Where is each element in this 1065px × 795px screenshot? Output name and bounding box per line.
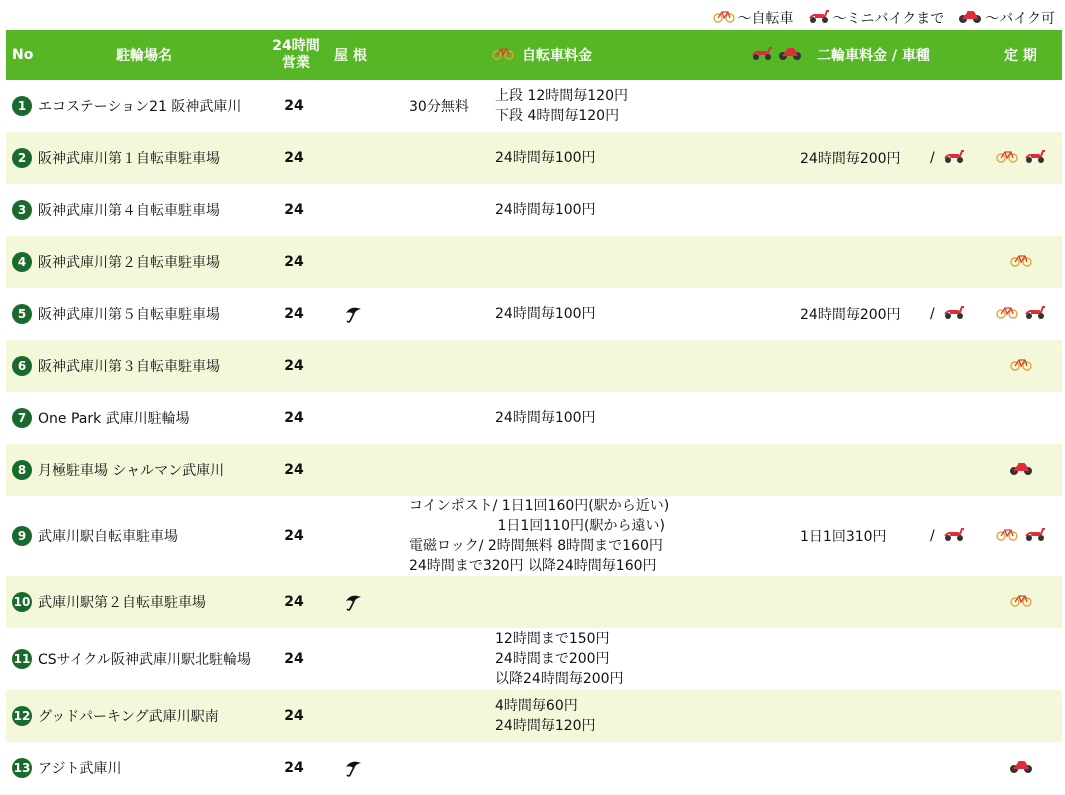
parking-name: 阪神武庫川第２自転車駐車場 <box>38 255 220 271</box>
bike-fee-cell <box>409 340 709 392</box>
parking-name-cell[interactable] <box>12 742 262 794</box>
number-badge: 4 <box>12 252 32 272</box>
moto-fee: 1日1回310円 <box>800 529 887 545</box>
bike-fee-cell <box>409 742 709 794</box>
legend-item <box>808 8 945 28</box>
number-badge: 11 <box>12 649 32 669</box>
parking-name-cell[interactable] <box>12 392 262 444</box>
parking-name-cell[interactable] <box>12 236 262 288</box>
legend-label: ～自転車 <box>737 11 794 27</box>
bicycle-icon <box>492 46 514 64</box>
moto-fee-cell <box>800 236 970 288</box>
parking-name-cell[interactable] <box>12 340 262 392</box>
table-row <box>6 742 1062 794</box>
bike-fee-line: 24時間毎120円 <box>495 718 596 734</box>
parking-name: 阪神武庫川第１自転車駐車場 <box>38 151 220 167</box>
teiki-cell <box>996 132 1046 184</box>
number-badge: 6 <box>12 356 32 376</box>
parking-name: 武庫川駅第２自転車駐車場 <box>38 595 206 611</box>
parking-name: 武庫川駅自転車駐車場 <box>38 529 178 545</box>
parking-name-cell[interactable] <box>12 288 262 340</box>
motorbike-icon <box>1009 758 1033 778</box>
table-row <box>6 340 1062 392</box>
parking-table <box>6 30 1062 794</box>
bike-fee-cell <box>409 80 709 132</box>
legend-item <box>713 8 794 28</box>
bicycle-icon <box>1010 357 1032 375</box>
teiki-cell <box>996 392 1046 444</box>
bicycle-icon <box>1010 253 1032 271</box>
teiki-cell <box>996 496 1046 576</box>
header-moto-fee: 二輪車料金 / 車種 <box>751 30 930 80</box>
umbrella-icon <box>341 288 367 340</box>
header-bike-fee: 自転車料金 <box>492 30 592 80</box>
moto-fee-cell <box>800 288 970 340</box>
parking-name-cell[interactable] <box>12 444 262 496</box>
bike-fee-prefix: 30分無料 <box>409 99 469 115</box>
number-badge: 2 <box>12 148 32 168</box>
legend <box>713 8 1055 28</box>
legend-label: ～バイク可 <box>985 11 1055 27</box>
bike-fee-cell <box>409 576 709 628</box>
moto-fee: 24時間毎200円 <box>800 307 901 323</box>
bike-fee-line: 24時間毎100円 <box>495 410 596 426</box>
number-badge: 13 <box>12 758 32 778</box>
moto-fee-cell <box>800 340 970 392</box>
parking-name: グッドパーキング武庫川駅南 <box>38 709 219 725</box>
legend-item <box>958 8 1055 28</box>
bike-fee-cell <box>409 628 709 690</box>
parking-name: CSサイクル阪神武庫川駅北駐輪場 <box>38 652 251 668</box>
scooter-icon <box>1024 526 1046 546</box>
number-badge: 1 <box>12 96 32 116</box>
bike-fee-cell <box>409 392 709 444</box>
number-badge: 8 <box>12 460 32 480</box>
teiki-cell <box>996 742 1046 794</box>
table-header <box>6 30 1062 80</box>
teiki-cell <box>996 288 1046 340</box>
number-badge: 10 <box>12 592 32 612</box>
parking-name: エコステーション21 阪神武庫川 <box>38 99 242 115</box>
parking-name-cell[interactable] <box>12 690 262 742</box>
table-row <box>6 132 1062 184</box>
bike-fee-line: 24時間毎100円 <box>495 150 596 166</box>
parking-name: 阪神武庫川第３自転車駐車場 <box>38 359 220 375</box>
number-badge: 7 <box>12 408 32 428</box>
parking-name: アジト武庫川 <box>38 761 122 777</box>
motorbike-icon <box>958 8 982 28</box>
moto-fee-cell <box>800 132 970 184</box>
bike-fee-line: 下段 4時間毎120円 <box>495 108 620 124</box>
bike-fee-line: 電磁ロック/ 2時間無料 8時間まで160円 <box>409 538 663 554</box>
parking-name: One Park 武庫川駐輪場 <box>38 411 190 427</box>
umbrella-icon <box>341 742 367 794</box>
scooter-icon <box>808 8 830 28</box>
table-row <box>6 628 1062 690</box>
bicycle-icon <box>996 149 1018 167</box>
header-roof: 屋 根 <box>334 48 367 64</box>
hours-24: 24 <box>284 254 304 270</box>
hours-24: 24 <box>284 708 304 724</box>
table-row <box>6 392 1062 444</box>
parking-name-cell[interactable] <box>12 576 262 628</box>
moto-fee-cell <box>800 392 970 444</box>
teiki-cell <box>996 576 1046 628</box>
hours-24: 24 <box>284 760 304 776</box>
bike-fee-line: 12時間まで150円 <box>495 631 610 647</box>
scooter-icon <box>1024 304 1046 324</box>
parking-name-cell[interactable] <box>12 80 262 132</box>
table-row <box>6 444 1062 496</box>
hours-24: 24 <box>284 358 304 374</box>
table-row <box>6 236 1062 288</box>
moto-fee-cell <box>800 576 970 628</box>
moto-fee-cell <box>800 496 970 576</box>
legend-label: ～ミニバイクまで <box>832 11 945 27</box>
table-body <box>6 80 1062 794</box>
moto-fee-cell <box>800 184 970 236</box>
header-no: No <box>12 47 34 63</box>
bike-fee-line: 24時間まで200円 <box>495 651 610 667</box>
bicycle-icon <box>713 9 735 27</box>
motorbike-icon <box>1009 460 1033 480</box>
bicycle-icon <box>996 527 1018 545</box>
hours-24: 24 <box>284 202 304 218</box>
hours-24: 24 <box>284 410 304 426</box>
bike-fee-cell <box>409 288 709 340</box>
bike-fee-cell <box>409 236 709 288</box>
bicycle-icon <box>1010 593 1032 611</box>
teiki-cell <box>996 628 1046 690</box>
slash-separator: / <box>930 528 935 544</box>
teiki-cell <box>996 184 1046 236</box>
header-teiki: 定 期 <box>1004 48 1037 64</box>
table-row <box>6 496 1062 576</box>
bike-fee-line: 1日1回110円(駅から遠い) <box>409 518 665 534</box>
hours-24: 24 <box>284 594 304 610</box>
teiki-cell <box>996 444 1046 496</box>
scooter-icon <box>943 148 965 168</box>
bike-fee-cell <box>409 690 709 742</box>
teiki-cell <box>996 236 1046 288</box>
hours-24: 24 <box>284 98 304 114</box>
bike-fee-line: 上段 12時間毎120円 <box>495 88 628 104</box>
bike-fee-line: 24時間毎100円 <box>495 202 596 218</box>
moto-fee-cell <box>800 80 970 132</box>
scooter-icon <box>751 45 773 65</box>
table-row <box>6 576 1062 628</box>
hours-24: 24 <box>284 462 304 478</box>
umbrella-icon <box>341 576 367 628</box>
bike-fee-line: 以降24時間毎200円 <box>495 671 624 687</box>
hours-24: 24 <box>284 528 304 544</box>
parking-name-cell[interactable] <box>12 628 262 690</box>
parking-name: 阪神武庫川第４自転車駐車場 <box>38 203 220 219</box>
bike-fee-line: コインポスト/ 1日1回160円(駅から近い) <box>409 498 670 514</box>
moto-fee-cell <box>800 742 970 794</box>
header-hours: 24時間 営業 <box>272 38 320 71</box>
number-badge: 9 <box>12 526 32 546</box>
bike-fee-cell <box>409 444 709 496</box>
slash-separator: / <box>930 150 935 166</box>
bicycle-icon <box>996 305 1018 323</box>
scooter-icon <box>1024 148 1046 168</box>
teiki-cell <box>996 80 1046 132</box>
table-row <box>6 288 1062 340</box>
moto-fee-cell <box>800 690 970 742</box>
table-row <box>6 80 1062 132</box>
number-badge: 5 <box>12 304 32 324</box>
moto-fee-cell <box>800 628 970 690</box>
header-name: 駐輪場名 <box>116 48 172 64</box>
teiki-cell <box>996 690 1046 742</box>
scooter-icon <box>943 526 965 546</box>
parking-name-cell[interactable] <box>12 496 262 576</box>
bike-fee-cell <box>409 496 709 576</box>
parking-name: 阪神武庫川第５自転車駐車場 <box>38 307 220 323</box>
teiki-cell <box>996 340 1046 392</box>
moto-fee-cell <box>800 444 970 496</box>
bike-fee-line: 4時間毎60円 <box>495 698 578 714</box>
table-row <box>6 690 1062 742</box>
bike-fee-line: 24時間まで320円 以降24時間毎160円 <box>409 558 657 574</box>
motorbike-icon <box>778 45 802 65</box>
parking-name: 月極駐車場 シャルマン武庫川 <box>38 463 225 479</box>
moto-fee: 24時間毎200円 <box>800 151 901 167</box>
bike-fee-line: 24時間毎100円 <box>495 306 596 322</box>
table-row <box>6 184 1062 236</box>
parking-name-cell[interactable] <box>12 132 262 184</box>
parking-name-cell[interactable] <box>12 184 262 236</box>
hours-24: 24 <box>284 150 304 166</box>
number-badge: 3 <box>12 200 32 220</box>
bike-fee-cell <box>409 132 709 184</box>
scooter-icon <box>943 304 965 324</box>
number-badge: 12 <box>12 706 32 726</box>
hours-24: 24 <box>284 306 304 322</box>
bike-fee-cell <box>409 184 709 236</box>
slash-separator: / <box>930 306 935 322</box>
hours-24: 24 <box>284 651 304 667</box>
